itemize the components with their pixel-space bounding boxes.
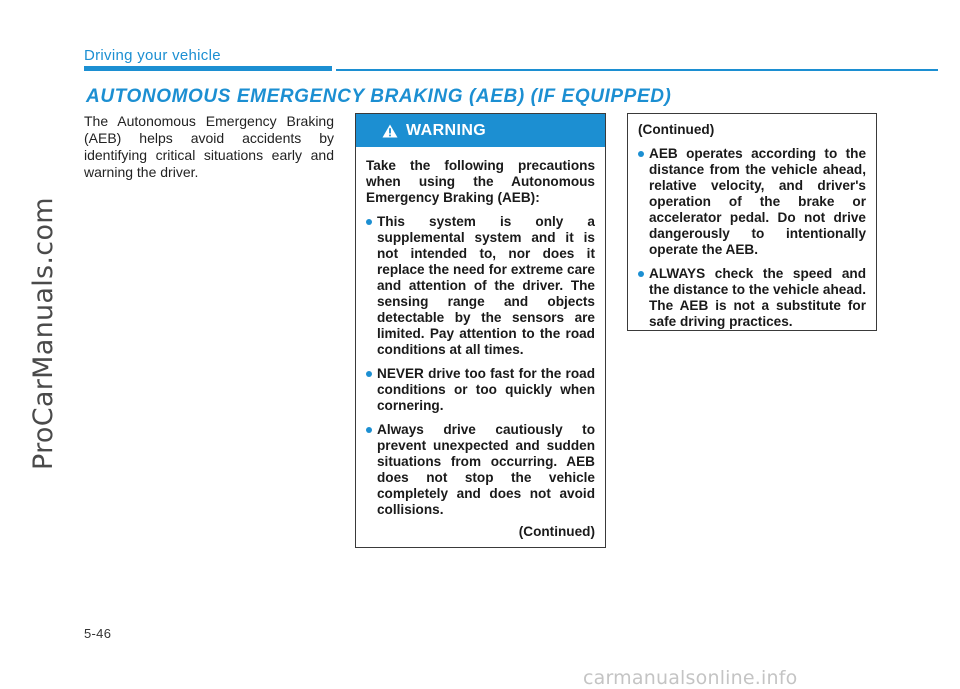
side-watermark: ProCarManuals.com <box>28 197 59 470</box>
warning-lead: Take the following precautions when using the Autonomous Emergency Braking (AEB): <box>366 158 595 205</box>
section-label: Driving your vehicle <box>84 47 221 64</box>
warning-list <box>366 214 595 518</box>
warning-box <box>355 113 606 548</box>
header-rule-thick <box>84 66 332 71</box>
continued-item: AEB operates according to the distance from the vehicle ahead, relative velocity, and driver's operation of the brake or accelerator pedal. Do not drive dangerously to intentionally operate the AEB. <box>638 146 866 258</box>
intro-paragraph: The Autonomous Emergency Braking (AEB) helps avoid accidents by identifying critical situations early and warning the driver. <box>84 113 334 180</box>
warning-item: NEVER drive too fast for the road conditions or too quickly when cornering. <box>366 366 595 414</box>
warning-item: Always drive cautiously to prevent unexpected and sudden situations from occurring. AEB does not stop the vehicle completely and does not avoid collisions. <box>366 422 595 518</box>
continued-list <box>638 146 866 330</box>
bottom-watermark: carmanualsonline.info <box>583 667 798 689</box>
warning-header <box>356 114 605 147</box>
continued-heading: (Continued) <box>638 122 715 137</box>
continued-item: ALWAYS check the speed and the distance to the vehicle ahead. The AEB is not a substitute for safe driving practices. <box>638 266 866 330</box>
page-title: AUTONOMOUS EMERGENCY BRAKING (AEB) (IF EQUIPPED) <box>86 86 672 107</box>
continued-body <box>628 114 876 344</box>
warning-header-label: WARNING <box>406 121 487 139</box>
warning-triangle-icon <box>382 124 398 138</box>
warning-item: This system is only a supplemental system and it is not intended to, nor does it replace the need for extreme care and attention of the driver. The sensing range and objects detectable by the sensors are limited. Pay attention to the road conditions at all times. <box>366 214 595 358</box>
warning-continued: (Continued) <box>518 524 595 539</box>
header-rule-thin <box>336 69 938 71</box>
warning-body <box>356 147 605 546</box>
page-number: 5-46 <box>84 626 112 641</box>
continued-box <box>627 113 877 331</box>
